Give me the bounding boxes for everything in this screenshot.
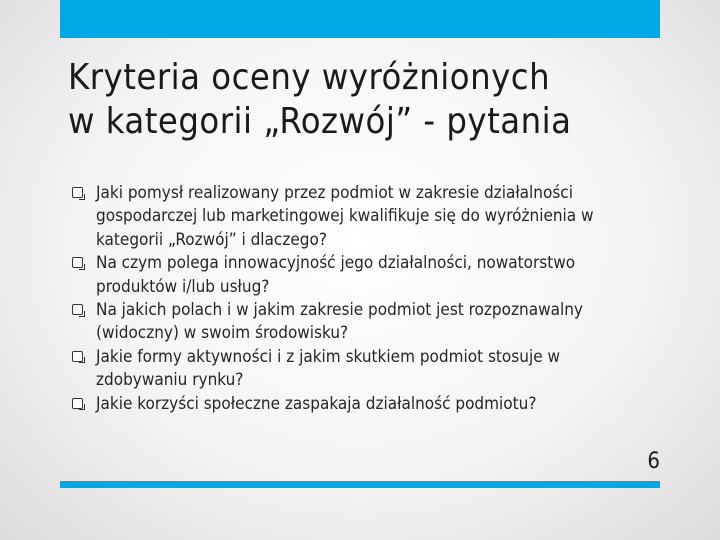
question-item: [72, 346, 652, 393]
question-item: [72, 299, 652, 346]
question-text: Jakie korzyści społeczne zaspakaja działalność podmiotu?: [96, 393, 537, 414]
question-text: Jaki pomysł realizowany przez podmiot w zakresie działalności gospodarczej lub marketingowej kwalifikuje się do wyróżnienia w kategorii „Rozwój” i dlaczego?: [96, 183, 594, 250]
question-item: [72, 182, 652, 252]
checkbox-icon: [72, 304, 83, 315]
question-text: Na czym polega innowacyjność jego działalności, nowatorstwo produktów i/lub usług?: [96, 253, 576, 297]
question-text: Jakie formy aktywności i z jakim skutkiem podmiot stosuje w zdobywaniu rynku?: [96, 346, 560, 391]
slide-title-line-1: Kryteria oceny wyróżnionych: [68, 57, 551, 98]
checkbox-icon: [72, 351, 83, 362]
slide-title: [68, 56, 668, 144]
checkbox-icon: [72, 398, 83, 409]
question-list: [72, 182, 652, 416]
question-item: [72, 252, 652, 299]
slide-page-number: 6: [647, 449, 660, 474]
checkbox-icon: [72, 187, 83, 198]
slide-title-line-2: w kategorii „Rozwój” - pytania: [68, 101, 572, 142]
checkbox-icon: [72, 257, 83, 268]
question-item: [72, 393, 652, 416]
bottom-accent-bar: [60, 481, 660, 488]
question-text: Na jakich polach i w jakim zakresie podmiot jest rozpoznawalny (widoczny) w swoim środowisku?: [96, 300, 583, 344]
top-accent-bar: [60, 0, 660, 38]
